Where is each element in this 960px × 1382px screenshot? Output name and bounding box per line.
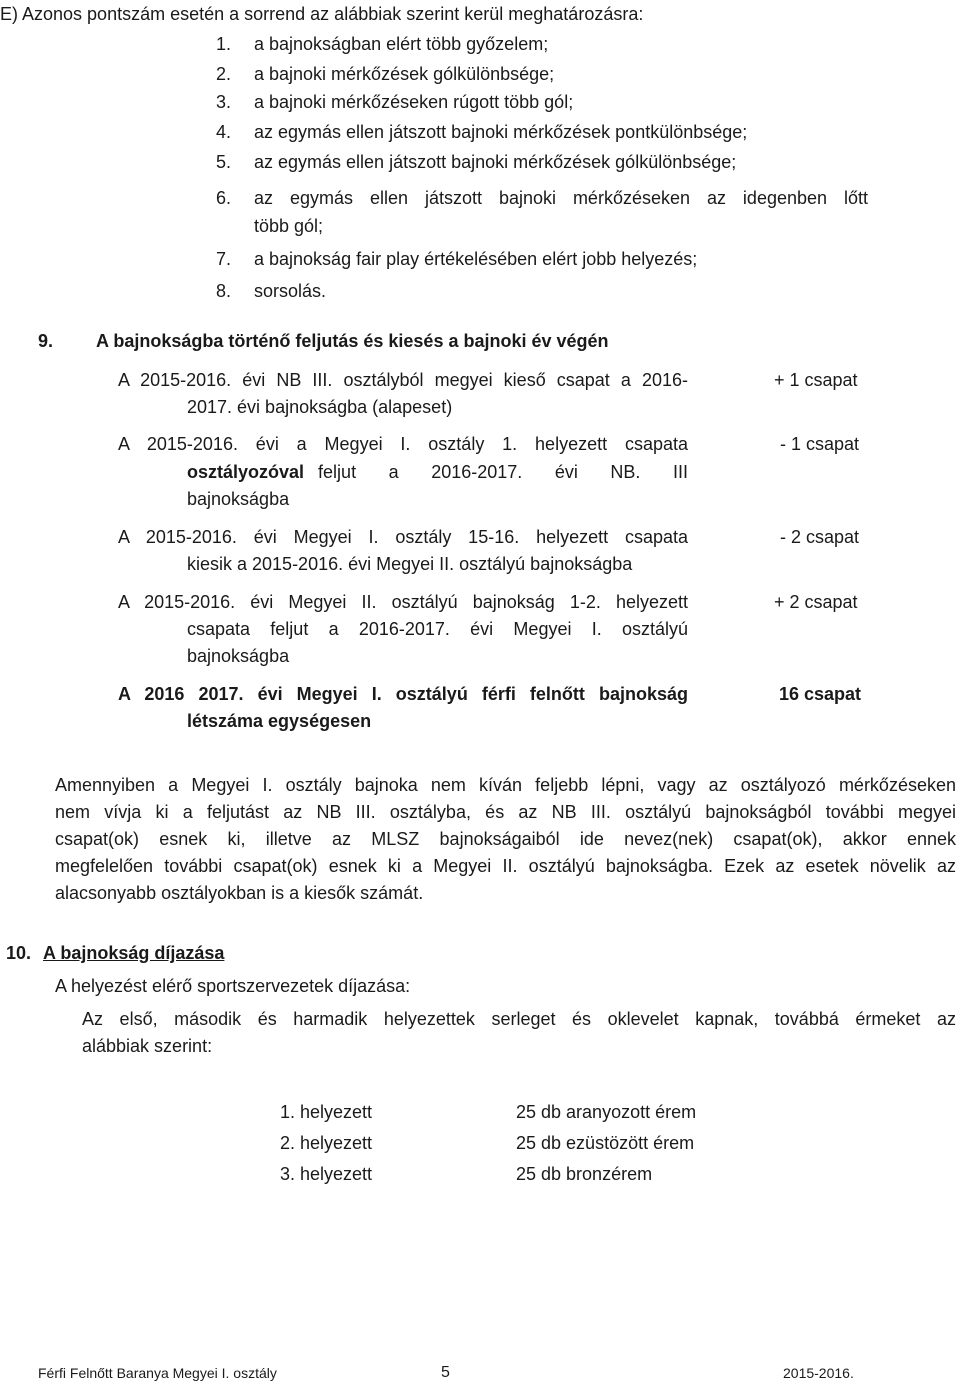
list-item: a bajnokságban elért több győzelem; <box>254 34 549 54</box>
list-item-number: 6. <box>216 188 232 208</box>
table-row-text: bajnokságba <box>187 646 290 666</box>
list-item: az egymás ellen játszott bajnoki mérkőzéseken az idegenben lőtt <box>254 188 868 208</box>
section-10-title: A bajnokság díjazása <box>43 943 225 963</box>
prize-place: 3. helyezett <box>280 1164 373 1184</box>
table-row-value: - 2 csapat <box>780 527 860 547</box>
section-e-heading: E) Azonos pontszám esetén a sorrend az alábbiak szerint kerül meghatározásra: <box>0 4 644 24</box>
table-row-value: - 1 csapat <box>780 434 860 454</box>
table-row-bold-word: osztályozóval <box>187 462 305 482</box>
paragraph-line: alacsonyabb osztályokban is a kiesők számát. <box>55 883 424 903</box>
list-item: az egymás ellen játszott bajnoki mérkőzések pontkülönbsége; <box>254 122 748 142</box>
table-row-text: A 2015-2016. évi Megyei I. osztály 15-16. helyezett csapata <box>118 527 688 547</box>
table-row-text: létszáma egységesen <box>187 711 372 731</box>
prize-description: 25 db ezüstözött érem <box>516 1133 695 1153</box>
section-9-number: 9. <box>38 331 54 351</box>
list-item: a bajnoki mérkőzések gólkülönbsége; <box>254 64 555 84</box>
prize-place: 1. helyezett <box>280 1102 373 1122</box>
table-row-text <box>187 458 688 486</box>
table-row-text: A 2015-2016. évi NB III. osztályból megyei kieső csapat a 2016- <box>118 370 688 390</box>
awards-paragraph-line: alábbiak szerint: <box>82 1036 213 1056</box>
list-item-continuation: több gól; <box>254 216 324 236</box>
table-row-text: bajnokságba <box>187 489 290 509</box>
table-row-text: 2017. évi bajnokságba (alapeset) <box>187 397 453 417</box>
table-row-text: A 2015-2016. évi a Megyei I. osztály 1. helyezett csapata <box>118 434 688 454</box>
prize-place: 2. helyezett <box>280 1133 373 1153</box>
list-item-number: 2. <box>216 64 232 84</box>
list-item-number: 7. <box>216 249 232 269</box>
list-item: sorsolás. <box>254 281 327 301</box>
footer-left: Férfi Felnőtt Baranya Megyei I. osztály <box>38 1365 277 1381</box>
table-row-value: 16 csapat <box>779 684 862 704</box>
page-number: 5 <box>441 1364 450 1381</box>
paragraph-line: megfelelően további csapat(ok) esnek ki a Megyei II. osztályú bajnokságba. Ezek az esetek növelik az <box>55 856 956 876</box>
list-item-number: 5. <box>216 152 232 172</box>
prize-description: 25 db aranyozott érem <box>516 1102 697 1122</box>
list-item-number: 4. <box>216 122 232 142</box>
list-item-number: 8. <box>216 281 232 301</box>
table-row-text: kiesik a 2015-2016. évi Megyei II. osztályú bajnokságba <box>187 554 633 574</box>
table-row-text: A 2015-2016. évi Megyei II. osztályú bajnokság 1-2. helyezett <box>118 592 688 612</box>
list-item: az egymás ellen játszott bajnoki mérkőzések gólkülönbsége; <box>254 152 737 172</box>
paragraph-line: nem vívja ki a feljutást az NB III. osztályba, és az NB III. osztályú bajnokságból további megyei <box>55 802 956 822</box>
awards-intro: A helyezést elérő sportszervezetek díjazása: <box>55 976 411 996</box>
table-row-text: csapata feljut a 2016-2017. évi Megyei I. osztályú <box>187 619 688 639</box>
list-item: a bajnokság fair play értékelésében elért jobb helyezés; <box>254 249 698 269</box>
list-item-number: 3. <box>216 92 232 112</box>
paragraph-line: csapat(ok) esnek ki, illetve az MLSZ bajnokságaiból ide nevez(nek) csapat(ok), akkor ennek <box>55 829 956 849</box>
table-row-text: A 2016 2017. évi Megyei I. osztályú férfi felnőtt bajnokság <box>118 684 688 704</box>
section-9-title: A bajnokságba történő feljutás és kiesés a bajnoki év végén <box>96 331 609 351</box>
footer-right: 2015-2016. <box>783 1365 854 1381</box>
table-row-text-rest: feljut a 2016-2017. évi NB. III <box>318 462 688 482</box>
list-item-number: 1. <box>216 34 232 54</box>
list-item: a bajnoki mérkőzéseken rúgott több gól; <box>254 92 574 112</box>
prize-description: 25 db bronzérem <box>516 1164 653 1184</box>
awards-paragraph-line: Az első, második és harmadik helyezettek serleget és oklevelet kapnak, továbbá érmeket az <box>82 1009 956 1029</box>
paragraph-line: Amennyiben a Megyei I. osztály bajnoka nem kíván feljebb lépni, vagy az osztályozó mérkőzéseken <box>55 775 956 795</box>
table-row-value: + 1 csapat <box>774 370 858 390</box>
table-row-value: + 2 csapat <box>774 592 858 612</box>
section-10-number: 10. <box>6 943 32 963</box>
